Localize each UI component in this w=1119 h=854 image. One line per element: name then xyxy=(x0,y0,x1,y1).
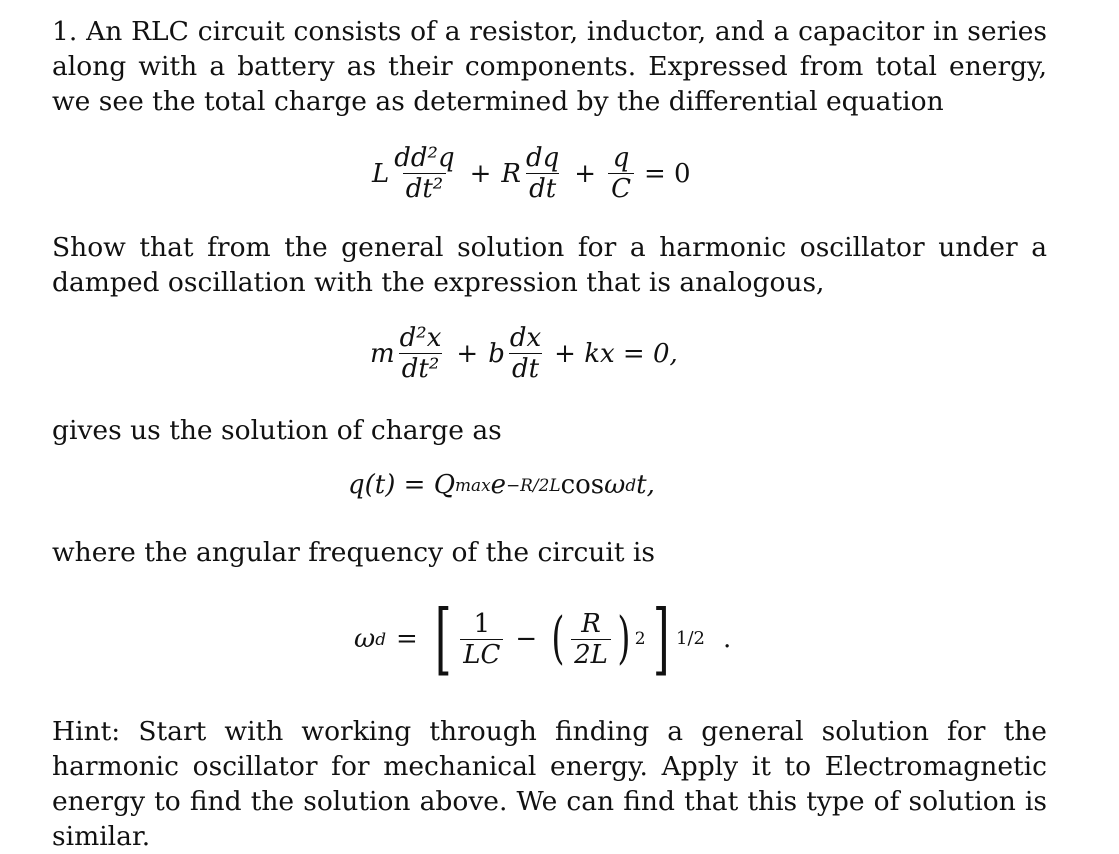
second-derivative-fraction xyxy=(397,323,445,384)
inductance-symbol: L xyxy=(372,158,390,189)
time-variable: t, xyxy=(636,470,655,500)
equals-zero: = 0 xyxy=(644,158,691,189)
fraction-denominator: dt² xyxy=(403,173,447,204)
problem-intro: 1. An RLC circuit consists of a resistor, inductor, and a capacitor in series along with a battery as their components. Expressed from total energy, we see the total charge as determined by the differential equation xyxy=(52,16,1047,117)
show-text: Show that from the general solution for a harmonic oscillator under a damped oscillation with the expression that is analogous, xyxy=(52,232,1047,298)
plus-sign: + xyxy=(456,338,479,369)
fraction-numerator: d²x xyxy=(399,323,442,353)
plus-sign: + xyxy=(469,158,492,189)
fraction-denominator: C xyxy=(608,173,634,204)
charge-over-capacitance-fraction xyxy=(608,143,634,204)
fraction-numerator: q xyxy=(612,143,630,173)
mass-symbol: m xyxy=(370,338,395,369)
cosine-function: cos xyxy=(560,470,605,500)
fraction-denominator: dt xyxy=(526,173,559,204)
period: . xyxy=(722,624,732,654)
plus-sign: + xyxy=(574,158,597,189)
omega-symbol: ω xyxy=(354,624,376,654)
exponential-base: e xyxy=(490,470,507,500)
omega-symbol: ω xyxy=(604,470,626,500)
fraction-numerator: dq xyxy=(526,143,560,173)
damping-symbol: b xyxy=(488,338,505,369)
charge-function: q(t) = Q xyxy=(348,470,456,500)
rlc-equation xyxy=(372,143,691,204)
first-derivative-fraction xyxy=(523,143,562,204)
fraction-numerator: 1 xyxy=(473,608,491,639)
where-text: where the angular frequency of the circuit is xyxy=(52,537,655,568)
right-paren: ) xyxy=(617,606,631,671)
fraction-denominator: LC xyxy=(460,639,503,670)
fraction-numerator: dd²q xyxy=(394,143,455,173)
first-derivative-fraction xyxy=(507,323,544,384)
equals-sign: = xyxy=(396,624,418,654)
charge-solution-equation: q(t) = Q max e −R/2L cos ω d t, xyxy=(348,470,655,500)
resistance-symbol: R xyxy=(501,158,521,189)
angular-frequency-equation: ω d = [ $\frac{1}{LC}$ − ( $\frac{R}{2L}$ ) 2 ] 1/2 . xyxy=(354,594,732,684)
fraction-denominator: dt² xyxy=(399,353,443,384)
left-bracket: [ xyxy=(434,594,452,684)
gives-text: gives us the solution of charge as xyxy=(52,415,502,446)
inverse-lc-fraction xyxy=(460,609,503,670)
oscillator-equation xyxy=(370,323,678,384)
fraction-denominator: 2L xyxy=(571,639,611,670)
r-over-2l-fraction xyxy=(571,609,611,670)
left-paren: ( xyxy=(551,606,565,671)
fraction-numerator: R xyxy=(581,608,601,639)
right-bracket: ] xyxy=(652,594,670,684)
spring-term: + kx = 0, xyxy=(554,338,678,369)
minus-sign: − xyxy=(515,624,538,654)
second-derivative-fraction xyxy=(391,143,457,204)
hint-text: Hint: Start with working through finding a general solution for the harmonic oscillator for mechanical energy. Apply it to Electromagnetic energy to find the solution above. We can find that this type of solution is similar. xyxy=(52,716,1047,852)
fraction-denominator: dt xyxy=(509,353,542,384)
fraction-numerator: dx xyxy=(509,323,542,353)
